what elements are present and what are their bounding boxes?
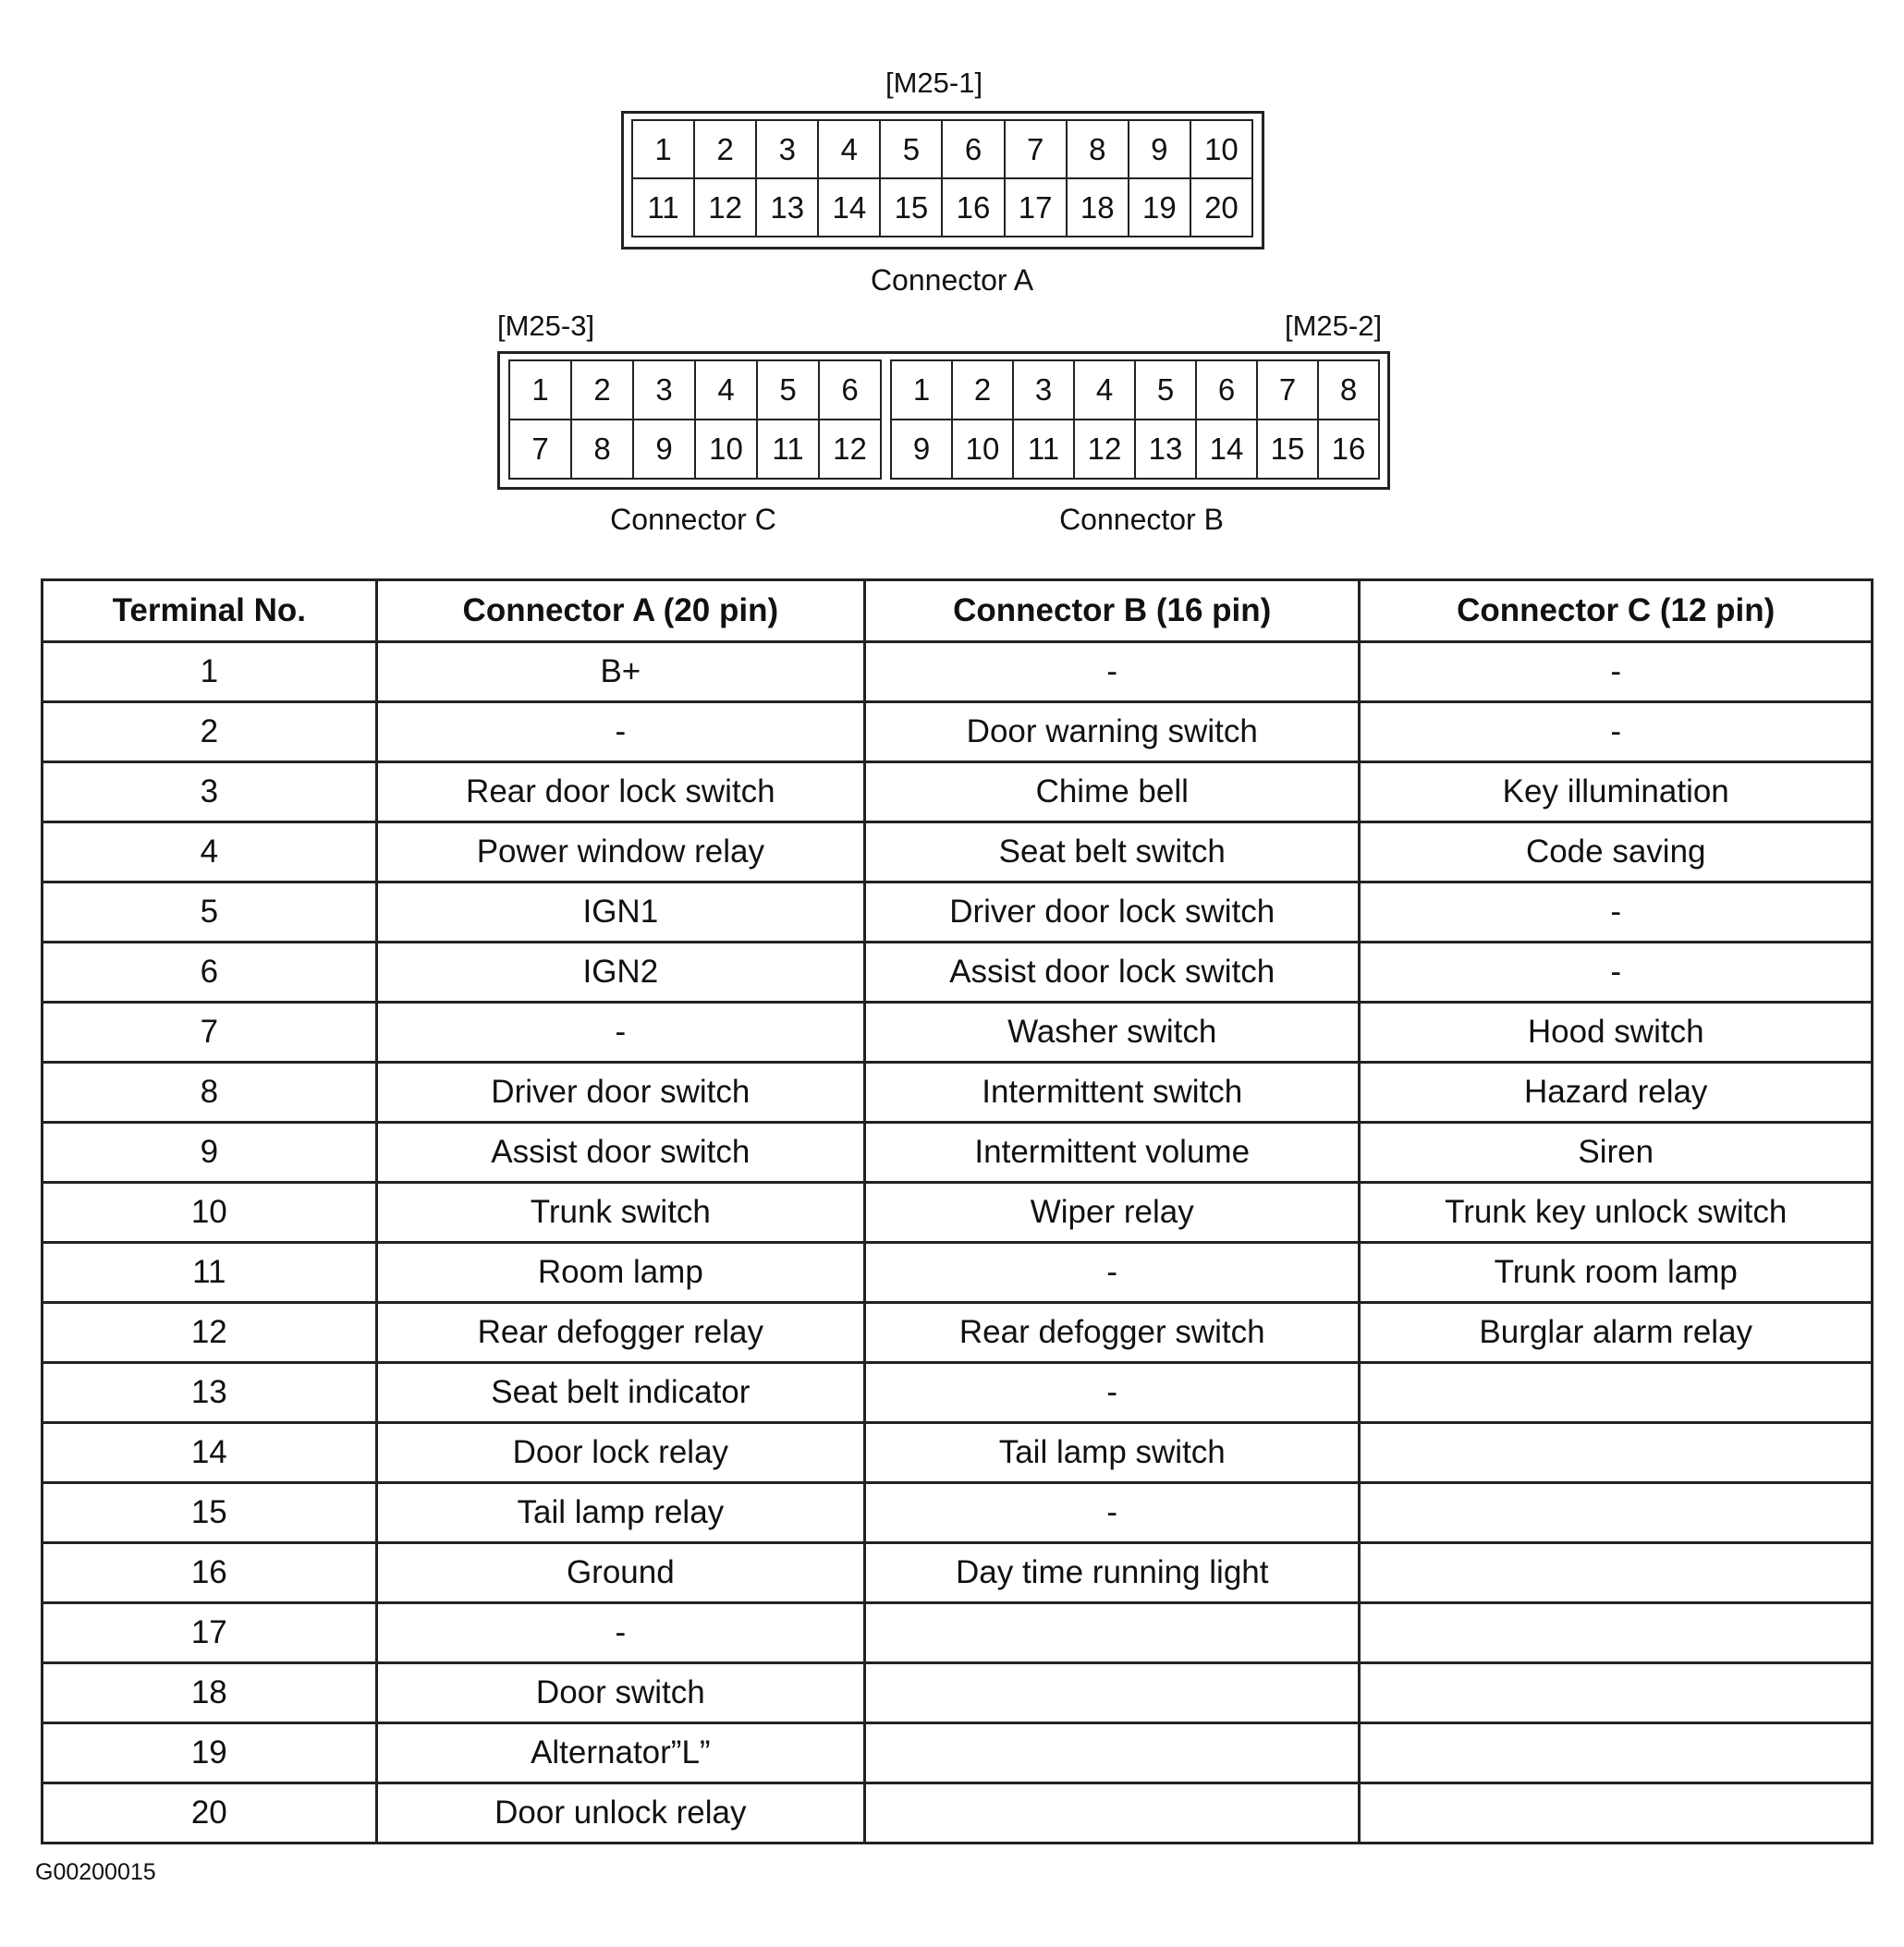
terminal-number-cell: 13 xyxy=(43,1363,377,1423)
connector-b-cell: Rear defogger switch xyxy=(865,1303,1360,1363)
connector-a-pin: 15 xyxy=(881,179,943,237)
table-row xyxy=(43,1723,1873,1783)
terminal-number-cell: 12 xyxy=(43,1303,377,1363)
table-row xyxy=(43,1183,1873,1243)
table-row xyxy=(43,1123,1873,1183)
table-row xyxy=(43,1423,1873,1483)
connector-c-cell: Key illumination xyxy=(1360,762,1873,822)
connector-c-pin: 9 xyxy=(634,420,696,480)
terminal-number-cell: 1 xyxy=(43,642,377,702)
terminal-number-cell: 20 xyxy=(43,1783,377,1844)
connector-a-caption: Connector A xyxy=(870,263,1034,297)
table-row xyxy=(43,1063,1873,1123)
connector-c-cell: Siren xyxy=(1360,1123,1873,1183)
connector-b-pin: 3 xyxy=(1014,361,1075,420)
table-row xyxy=(43,1663,1873,1723)
connector-a-cell: Ground xyxy=(376,1543,864,1603)
connector-a-pin: 5 xyxy=(881,121,943,179)
connector-c-pin: 2 xyxy=(572,361,634,420)
table-row xyxy=(43,642,1873,702)
connector-b-cell xyxy=(865,1783,1360,1844)
connector-c-cell: Hazard relay xyxy=(1360,1063,1873,1123)
connector-a-pin: 19 xyxy=(1129,179,1191,237)
connector-a-pin: 18 xyxy=(1068,179,1129,237)
connector-b-pin: 16 xyxy=(1319,420,1380,480)
connector-c-cell: - xyxy=(1360,943,1873,1003)
terminal-number-cell: 15 xyxy=(43,1483,377,1543)
table-row xyxy=(43,1303,1873,1363)
header-connector-a: Connector A (20 pin) xyxy=(376,580,864,642)
terminal-number-cell: 8 xyxy=(43,1063,377,1123)
connector-a-code: [M25-1] xyxy=(885,67,983,99)
connector-b-cell: Tail lamp switch xyxy=(865,1423,1360,1483)
table-row xyxy=(43,1243,1873,1303)
table-row xyxy=(43,1543,1873,1603)
connector-a-cell: - xyxy=(376,1603,864,1663)
table-row xyxy=(43,762,1873,822)
connector-a-pin: 11 xyxy=(633,179,695,237)
connector-c-cell xyxy=(1360,1483,1873,1543)
connector-b-cell: Day time running light xyxy=(865,1543,1360,1603)
connector-b-pin: 5 xyxy=(1136,361,1197,420)
table-row xyxy=(43,822,1873,882)
connector-c-cell: Burglar alarm relay xyxy=(1360,1303,1873,1363)
connector-c-cell: - xyxy=(1360,642,1873,702)
terminal-number-cell: 16 xyxy=(43,1543,377,1603)
connector-c-cell xyxy=(1360,1783,1873,1844)
connector-c-cell: - xyxy=(1360,702,1873,762)
table-row xyxy=(43,702,1873,762)
connector-a-cell: Rear defogger relay xyxy=(376,1303,864,1363)
connector-b-cell: Driver door lock switch xyxy=(865,882,1360,943)
connector-b-pin: 7 xyxy=(1258,361,1319,420)
connector-b-pin: 9 xyxy=(892,420,953,480)
connector-b-caption: Connector B xyxy=(1059,503,1224,536)
connector-a-cell: Door unlock relay xyxy=(376,1783,864,1844)
header-terminal-no: Terminal No. xyxy=(43,580,377,642)
connector-c-cell: Trunk room lamp xyxy=(1360,1243,1873,1303)
terminal-number-cell: 10 xyxy=(43,1183,377,1243)
connector-a-cell: IGN1 xyxy=(376,882,864,943)
connector-b-code: [M25-2] xyxy=(1285,310,1383,342)
connector-a-cell: Power window relay xyxy=(376,822,864,882)
connector-a-pin-grid xyxy=(631,119,1253,237)
connector-c-pin: 10 xyxy=(696,420,758,480)
terminal-number-cell: 6 xyxy=(43,943,377,1003)
connector-a-cell: Driver door switch xyxy=(376,1063,864,1123)
connector-b-pin: 4 xyxy=(1075,361,1136,420)
connector-a-pin: 17 xyxy=(1006,179,1068,237)
table-row xyxy=(43,1603,1873,1663)
connector-c-caption: Connector C xyxy=(610,503,776,536)
connector-c-cell: Trunk key unlock switch xyxy=(1360,1183,1873,1243)
connector-c-pin: 4 xyxy=(696,361,758,420)
connector-a-pin: 16 xyxy=(943,179,1005,237)
connector-b-cell: Door warning switch xyxy=(865,702,1360,762)
connector-b-cell: - xyxy=(865,642,1360,702)
connector-b-pin: 10 xyxy=(953,420,1014,480)
connector-c-cell xyxy=(1360,1423,1873,1483)
table-row xyxy=(43,1363,1873,1423)
connector-c-pin-grid xyxy=(508,359,882,480)
connector-a-cell: Trunk switch xyxy=(376,1183,864,1243)
connector-a-pin: 20 xyxy=(1191,179,1253,237)
connector-c-cell xyxy=(1360,1723,1873,1783)
connector-a-cell: Tail lamp relay xyxy=(376,1483,864,1543)
connector-b-pin: 15 xyxy=(1258,420,1319,480)
connector-a-cell: - xyxy=(376,702,864,762)
connector-c-cell: Hood switch xyxy=(1360,1003,1873,1063)
terminal-number-cell: 7 xyxy=(43,1003,377,1063)
connector-b-pin: 1 xyxy=(892,361,953,420)
connector-a-cell: B+ xyxy=(376,642,864,702)
connector-a-pin: 9 xyxy=(1129,121,1191,179)
terminal-number-cell: 17 xyxy=(43,1603,377,1663)
connector-a-cell: Assist door switch xyxy=(376,1123,864,1183)
connector-b-pin: 8 xyxy=(1319,361,1380,420)
connector-a-pin: 14 xyxy=(819,179,881,237)
connector-b-cell xyxy=(865,1723,1360,1783)
connector-b-pin: 2 xyxy=(953,361,1014,420)
connector-a-pin: 6 xyxy=(943,121,1005,179)
connector-c-pin: 7 xyxy=(510,420,572,480)
terminal-number-cell: 9 xyxy=(43,1123,377,1183)
table-row xyxy=(43,943,1873,1003)
connector-c-cell: - xyxy=(1360,882,1873,943)
connector-c-pin: 3 xyxy=(634,361,696,420)
connector-a-cell: Rear door lock switch xyxy=(376,762,864,822)
connector-b-pin: 13 xyxy=(1136,420,1197,480)
connector-c-pin: 8 xyxy=(572,420,634,480)
connector-b-cell: - xyxy=(865,1483,1360,1543)
connector-a-pin: 4 xyxy=(819,121,881,179)
connector-b-cell: Intermittent switch xyxy=(865,1063,1360,1123)
connector-a-cell: - xyxy=(376,1003,864,1063)
connector-c-cell: Code saving xyxy=(1360,822,1873,882)
table-row xyxy=(43,882,1873,943)
connector-a-cell: Door lock relay xyxy=(376,1423,864,1483)
connector-a-cell: Door switch xyxy=(376,1663,864,1723)
connector-b-pin-grid xyxy=(890,359,1380,480)
connector-b-cell xyxy=(865,1663,1360,1723)
connector-b-pin: 14 xyxy=(1197,420,1258,480)
connector-b-cell: Chime bell xyxy=(865,762,1360,822)
connector-a-pin: 10 xyxy=(1191,121,1253,179)
connector-c-pin: 5 xyxy=(758,361,820,420)
connector-b-cell: Seat belt switch xyxy=(865,822,1360,882)
connector-c-pin: 6 xyxy=(820,361,882,420)
connector-b-pin: 12 xyxy=(1075,420,1136,480)
terminal-table-header xyxy=(43,580,1873,642)
connector-b-cell: - xyxy=(865,1363,1360,1423)
terminal-number-cell: 19 xyxy=(43,1723,377,1783)
header-connector-c: Connector C (12 pin) xyxy=(1360,580,1873,642)
connector-c-code: [M25-3] xyxy=(497,310,595,342)
connector-a-cell: IGN2 xyxy=(376,943,864,1003)
terminal-number-cell: 4 xyxy=(43,822,377,882)
table-row xyxy=(43,1003,1873,1063)
connector-a-pin: 7 xyxy=(1006,121,1068,179)
connector-c-pin: 1 xyxy=(510,361,572,420)
terminal-table xyxy=(41,578,1873,1844)
figure-id: G00200015 xyxy=(35,1859,156,1885)
terminal-number-cell: 3 xyxy=(43,762,377,822)
table-row xyxy=(43,1483,1873,1543)
terminal-number-cell: 11 xyxy=(43,1243,377,1303)
terminal-number-cell: 2 xyxy=(43,702,377,762)
connector-a-cell: Seat belt indicator xyxy=(376,1363,864,1423)
connector-c-pin: 12 xyxy=(820,420,882,480)
table-row xyxy=(43,1783,1873,1844)
connector-a-pin: 3 xyxy=(757,121,819,179)
connector-b-cell: Wiper relay xyxy=(865,1183,1360,1243)
connector-c-cell xyxy=(1360,1363,1873,1423)
connector-a-pin: 13 xyxy=(757,179,819,237)
header-connector-b: Connector B (16 pin) xyxy=(865,580,1360,642)
connector-a-pin: 2 xyxy=(695,121,757,179)
connector-c-cell xyxy=(1360,1603,1873,1663)
connector-b-cell: Assist door lock switch xyxy=(865,943,1360,1003)
connector-a-cell: Room lamp xyxy=(376,1243,864,1303)
terminal-number-cell: 14 xyxy=(43,1423,377,1483)
connector-a-pin: 8 xyxy=(1068,121,1129,179)
connector-b-cell: Washer switch xyxy=(865,1003,1360,1063)
connector-a-cell: Alternator”L” xyxy=(376,1723,864,1783)
connector-c-cell xyxy=(1360,1663,1873,1723)
connector-c-cell xyxy=(1360,1543,1873,1603)
terminal-number-cell: 5 xyxy=(43,882,377,943)
terminal-number-cell: 18 xyxy=(43,1663,377,1723)
connector-b-cell: - xyxy=(865,1243,1360,1303)
connector-a-pin: 12 xyxy=(695,179,757,237)
connector-b-pin: 6 xyxy=(1197,361,1258,420)
connector-a-pin: 1 xyxy=(633,121,695,179)
connector-c-pin: 11 xyxy=(758,420,820,480)
connector-b-cell xyxy=(865,1603,1360,1663)
connector-b-cell: Intermittent volume xyxy=(865,1123,1360,1183)
connector-b-pin: 11 xyxy=(1014,420,1075,480)
